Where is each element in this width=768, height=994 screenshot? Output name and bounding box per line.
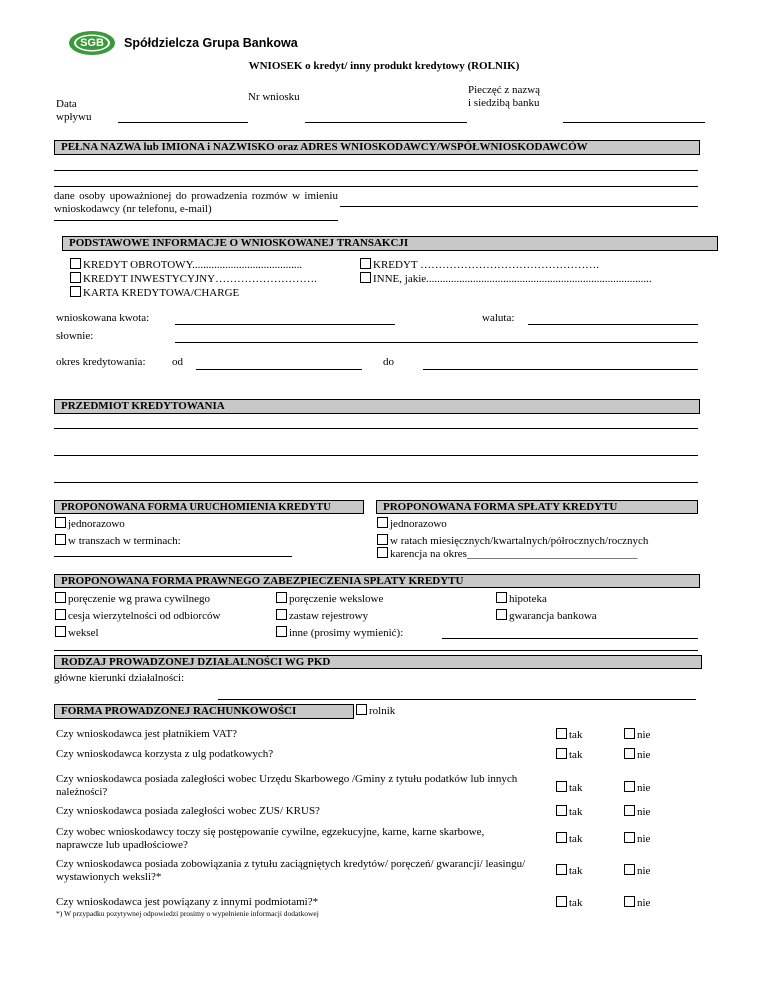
checkbox[interactable] — [556, 805, 567, 816]
answer-powiazania-tak[interactable] — [556, 896, 582, 910]
nie-label: nie — [637, 833, 651, 845]
answer-zobowiazania-tak[interactable] — [556, 864, 582, 878]
przedmiot-line-3[interactable] — [54, 482, 698, 483]
opt-label: w ratach miesięcznych/kwartalnych/półrocznych/rocznych — [390, 535, 649, 547]
nie-label: nie — [637, 865, 651, 877]
answer-vat-nie[interactable] — [624, 728, 650, 742]
answer-us-tak[interactable] — [556, 781, 582, 795]
question-vat: Czy wnioskodawca jest płatnikiem VAT? — [56, 728, 238, 740]
checkbox[interactable] — [556, 832, 567, 843]
zab-gwarancja[interactable] — [496, 609, 597, 623]
tak-label: tak — [569, 897, 583, 909]
checkbox[interactable] — [496, 609, 507, 620]
checkbox[interactable] — [556, 728, 567, 739]
data-wplywu-field[interactable] — [118, 122, 248, 123]
przedmiot-line-1[interactable] — [54, 428, 698, 429]
question-zaleglosci-zus: Czy wnioskodawca posiada zaległości wobec ZUS/ KRUS? — [56, 805, 320, 817]
checkbox[interactable] — [556, 864, 567, 875]
data-wplywu-label: Data wpływu — [56, 98, 92, 123]
kierunki-field[interactable] — [218, 699, 696, 700]
nie-label: nie — [637, 897, 651, 909]
opt-label: KARTA KREDYTOWA/CHARGE — [83, 287, 240, 299]
answer-zobowiazania-nie[interactable] — [624, 864, 650, 878]
opt-label: KREDYT OBROTOWY........................................ — [83, 259, 303, 271]
splata-karencja[interactable] — [377, 547, 637, 561]
checkbox[interactable] — [360, 258, 371, 269]
checkbox[interactable] — [55, 592, 66, 603]
checkbox[interactable] — [70, 272, 81, 283]
section-rachunkowosc: FORMA PROWADZONEJ RACHUNKOWOŚCI — [54, 704, 354, 719]
zab-hipoteka[interactable] — [496, 592, 547, 606]
checkbox[interactable] — [360, 272, 371, 283]
zab-bottom-line — [54, 650, 698, 651]
tak-label: tak — [569, 806, 583, 818]
section-uruchomienie: PROPONOWANA FORMA URUCHOMIENIA KREDYTU — [54, 500, 364, 514]
do-label: do — [383, 356, 394, 368]
answer-zus-nie[interactable] — [624, 805, 650, 819]
checkbox[interactable] — [55, 517, 66, 528]
section-zabezpieczenie: PROPONOWANA FORMA PRAWNEGO ZABEZPIECZENIA SPŁATY KREDYTU — [54, 574, 700, 588]
section-podstawowe: PODSTAWOWE INFORMACJE O WNIOSKOWANEJ TRANSAKCJI — [62, 236, 718, 251]
nie-label: nie — [637, 729, 651, 741]
answer-postepowanie-nie[interactable] — [624, 832, 650, 846]
opt-kredyt-obrotowy[interactable] — [70, 258, 302, 272]
checkbox[interactable] — [624, 728, 635, 739]
kierunki-label: główne kierunki działalności: — [54, 672, 185, 684]
zab-poreczenie-cywilne[interactable] — [55, 592, 210, 606]
opt-label: inne (prosimy wymienić): — [289, 627, 404, 639]
opt-label: zastaw rejestrowy — [289, 610, 369, 622]
pieczec-field[interactable] — [563, 122, 705, 123]
do-field[interactable] — [423, 369, 698, 370]
opt-label: rolnik — [369, 705, 396, 717]
opt-label: karencja na okres_______________________________ — [390, 548, 638, 560]
checkbox[interactable] — [556, 748, 567, 759]
sgb-logo — [68, 30, 116, 56]
logo-text: SGB — [80, 37, 104, 49]
przedmiot-line-2[interactable] — [54, 455, 698, 456]
zab-poreczenie-wekslowe[interactable] — [276, 592, 383, 606]
opt-label: hipoteka — [509, 593, 547, 605]
form-title: WNIOSEK o kredyt/ inny produkt kredytowy (ROLNIK) — [248, 60, 520, 72]
checkbox[interactable] — [55, 626, 66, 637]
answer-us-nie[interactable] — [624, 781, 650, 795]
pieczec-label: Pieczęć z nazwą i siedzibą banku — [468, 84, 541, 109]
checkbox[interactable] — [356, 704, 367, 715]
checkbox[interactable] — [624, 896, 635, 907]
question-ulgi: Czy wnioskodawca korzysta z ulg podatkowych? — [56, 748, 274, 760]
section-pelna-nazwa: PEŁNA NAZWA lub IMIONA i NAZWISKO oraz ADRES WNIOSKODAWCY/WSPÓŁWNIOSKODAWCÓW — [54, 140, 700, 155]
tak-label: tak — [569, 749, 583, 761]
transze-field[interactable] — [54, 556, 292, 557]
nie-label: nie — [637, 806, 651, 818]
osoba-field-2[interactable] — [54, 220, 338, 221]
opt-label: poręczenie wg prawa cywilnego — [68, 593, 211, 605]
checkbox[interactable] — [556, 896, 567, 907]
tak-label: tak — [569, 729, 583, 741]
checkbox[interactable] — [377, 547, 388, 558]
nazwa-line-1[interactable] — [54, 170, 698, 171]
opt-label: INNE, jakie.................................................................................. — [373, 273, 652, 285]
question-zaleglosci-us: Czy wnioskodawca posiada zaległości wobec Urzędu Skarbowego /Gminy z tytułu podatków lub innych należności? — [56, 773, 518, 798]
checkbox[interactable] — [377, 517, 388, 528]
opt-karta-kredytowa[interactable] — [70, 286, 239, 300]
opt-label: jednorazowo — [390, 518, 447, 530]
nie-label: nie — [637, 782, 651, 794]
question-zobowiazania: Czy wnioskodawca posiada zobowiązania z tytułu zaciągniętych kredytów/ poręczeń/ gwarancji/ leasingu/ wystawionych weksli?* — [56, 858, 526, 883]
answer-zus-tak[interactable] — [556, 805, 582, 819]
zab-zastaw[interactable] — [276, 609, 368, 623]
osoba-upowazniona-label: dane osoby upoważnionej do prowadzenia rozmów w imieniu wnioskodawcy (nr telefonu, e-mail) — [54, 190, 338, 215]
answer-powiazania-nie[interactable] — [624, 896, 650, 910]
opt-inne[interactable] — [360, 272, 652, 286]
nr-wniosku-field[interactable] — [305, 122, 467, 123]
checkbox[interactable] — [496, 592, 507, 603]
opt-kredyt-inwestycyjny[interactable] — [70, 272, 317, 286]
checkbox[interactable] — [624, 805, 635, 816]
answer-vat-tak[interactable] — [556, 728, 582, 742]
checkbox[interactable] — [55, 534, 66, 545]
opt-label: weksel — [68, 627, 99, 639]
checkbox[interactable] — [276, 626, 287, 637]
nie-label: nie — [637, 749, 651, 761]
uruchomienie-transze[interactable] — [55, 534, 181, 548]
splata-raty[interactable] — [377, 534, 648, 548]
opt-kredyt[interactable] — [360, 258, 599, 272]
waluta-field[interactable] — [528, 324, 698, 325]
zab-inne[interactable] — [276, 626, 403, 640]
tak-label: tak — [569, 782, 583, 794]
slownie-field[interactable] — [175, 342, 698, 343]
checkbox[interactable] — [624, 864, 635, 875]
osoba-field-1[interactable] — [340, 206, 698, 207]
waluta-label: waluta: — [482, 312, 515, 324]
opt-label: jednorazowo — [68, 518, 125, 530]
opt-rolnik[interactable] — [356, 704, 395, 718]
question-powiazania: Czy wnioskodawca jest powiązany z innymi podmiotami?* — [56, 896, 319, 908]
nazwa-line-2[interactable] — [54, 186, 698, 187]
section-przedmiot: PRZEDMIOT KREDYTOWANIA — [54, 399, 700, 414]
checkbox[interactable] — [276, 609, 287, 620]
okres-label: okres kredytowania: — [56, 356, 146, 368]
checkbox[interactable] — [624, 781, 635, 792]
checkbox[interactable] — [70, 258, 81, 269]
opt-label: w transzach w terminach: — [68, 535, 181, 547]
opt-label: KREDYT …………………………………………. — [373, 259, 599, 271]
kwota-field[interactable] — [175, 324, 395, 325]
answer-postepowanie-tak[interactable] — [556, 832, 582, 846]
brand-name: Spółdzielcza Grupa Bankowa — [124, 36, 298, 50]
nr-wniosku-label: Nr wniosku — [248, 91, 300, 103]
answer-ulgi-tak[interactable] — [556, 748, 582, 762]
section-dzialalnosc: RODZAJ PROWADZONEJ DZIAŁALNOŚCI WG PKD — [54, 655, 702, 669]
zab-inne-field[interactable] — [442, 638, 698, 639]
section-splata: PROPONOWANA FORMA SPŁATY KREDYTU — [376, 500, 698, 514]
question-postepowanie: Czy wobec wnioskodawcy toczy się postępowanie cywilne, egzekucyjne, karne, karne skarbowe, naprawcze lub upadłościowe? — [56, 826, 485, 851]
opt-label: cesja wierzytelności od odbiorców — [68, 610, 221, 622]
checkbox[interactable] — [556, 781, 567, 792]
checkbox[interactable] — [276, 592, 287, 603]
zab-weksel[interactable] — [55, 626, 99, 640]
kwota-label: wnioskowana kwota: — [56, 312, 150, 324]
tak-label: tak — [569, 865, 583, 877]
slownie-label: słownie: — [56, 330, 94, 342]
od-label: od — [172, 356, 183, 368]
footnote: *) W przypadku pozytywnej odpowiedzi prosimy o wypełnienie informacji dodatkowej — [56, 909, 319, 918]
splata-jednorazowo[interactable] — [377, 517, 447, 531]
checkbox[interactable] — [55, 609, 66, 620]
od-field[interactable] — [196, 369, 362, 370]
checkbox[interactable] — [377, 534, 388, 545]
opt-label: gwarancja bankowa — [509, 610, 597, 622]
tak-label: tak — [569, 833, 583, 845]
zab-cesja[interactable] — [55, 609, 220, 623]
opt-label: KREDYT INWESTYCYJNY………………………. — [83, 273, 317, 285]
checkbox[interactable] — [70, 286, 81, 297]
uruchomienie-jednorazowo[interactable] — [55, 517, 125, 531]
checkbox[interactable] — [624, 832, 635, 843]
answer-ulgi-nie[interactable] — [624, 748, 650, 762]
checkbox[interactable] — [624, 748, 635, 759]
opt-label: poręczenie wekslowe — [289, 593, 384, 605]
